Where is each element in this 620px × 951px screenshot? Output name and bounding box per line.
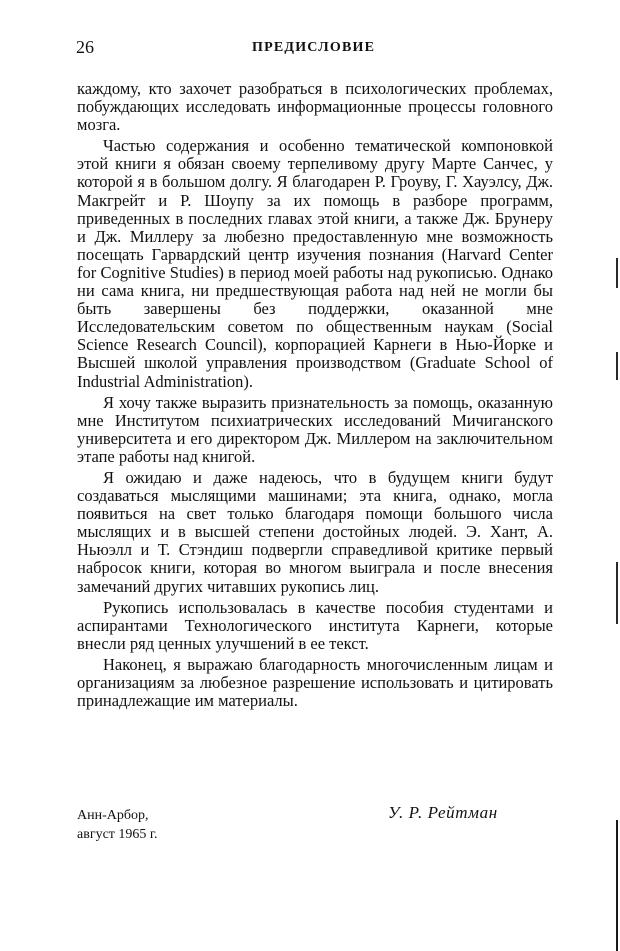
- paragraph-3: Я хочу также выразить признательность за помощь, оказанную мне Институтом психиатрических исследований Мичиганского университета и его директором Дж. Миллером на заключительном этапе работы над книгой.: [77, 392, 553, 466]
- signature-author: У. Р. Рейтман: [388, 803, 498, 822]
- page-edge-mark: [616, 820, 618, 951]
- paragraph-4: Я ожидаю и даже надеюсь, что в будущем книги будут создаваться мыслящими машинами; эта книга, однако, могла появиться на свет только благодаря помощи большого числа мыслящих и в высшей степени достойных людей. Э. Хант, А. Ньюэлл и Т. Стэндиш подвергли справедливой критике первый набросок книги, которая во многом выиграла и после внесения замечаний других читавших рукопись лиц.: [77, 467, 553, 596]
- paragraph-1: каждому, кто захочет разобраться в психологических проблемах, побуждающих исследовать информационные процессы головного мозга.: [77, 79, 553, 135]
- paragraph-5: Рукопись использовалась в качестве пособия студентами и аспирантами Технологического института Карнеги, которые внесли ряд ценных улучшений в ее текст.: [77, 597, 553, 653]
- page-edge-mark: [616, 562, 618, 624]
- signature-place-date: [77, 806, 158, 844]
- page-number: 26: [76, 37, 94, 57]
- signature-place: Анн-Арбор,: [77, 808, 149, 823]
- signature-date: август 1965 г.: [77, 827, 158, 842]
- page-edge-mark: [616, 352, 618, 380]
- paragraph-6: Наконец, я выражаю благодарность многочисленным лицам и организациям за любезное разрешение использовать и цитировать принадлежащие им материалы.: [77, 654, 553, 711]
- running-head: ПРЕДИСЛОВИЕ: [252, 40, 376, 55]
- paragraph-2: Частью содержания и особенно тематической компоновкой этой книги я обязан своему терпеливому другу Марте Санчес, у которой я в большом долгу. Я благодарен Р. Гроуву, Г. Хауэлсу, Дж. Макгрейт и Р. Шоупу за их помощь в разборе программ, приведенных в последних главах этой книги, а также Дж. Брунеру и Дж. Миллеру за любезно предоставленную мне возможность посещать Гарвардский центр изучения познания (Harvard Center for Cognitive Studies) в период моей работы над рукописью. Однако ни сама книга, ни предшествующая работа над ней не могли бы быть завершены без поддержки, оказанной мне Исследовательским советом по общественным наукам (Social Science Research Council), корпорацией Карнеги в Нью-Йорке и Высшей школой управления производством (Graduate School of Industrial Administration).: [77, 136, 553, 391]
- page-edge-mark: [616, 258, 618, 288]
- preface-body: [77, 80, 553, 710]
